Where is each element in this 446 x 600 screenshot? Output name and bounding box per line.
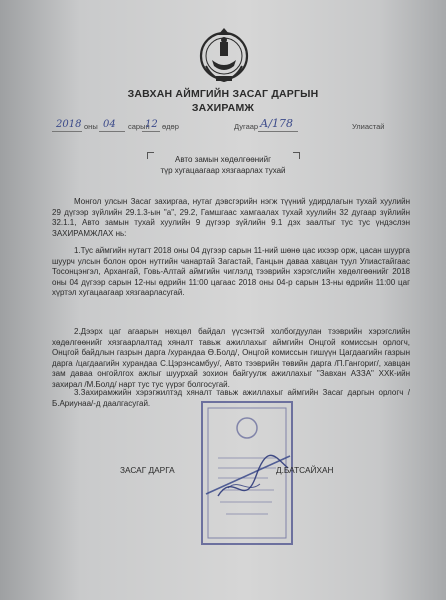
month-label: сарын (128, 122, 150, 131)
day-underline (142, 131, 160, 132)
day-value: 12 (145, 119, 158, 130)
item-1-paragraph (52, 246, 410, 299)
year-label: оны (84, 122, 98, 131)
day-label: өдөр (162, 122, 179, 131)
month-underline (99, 131, 125, 132)
signatory-title: ЗАСАГ ДАРГА (120, 465, 175, 475)
intro-text: Монгол улсын Засаг захиргаа, нутаг дэвсгэрийн нэгж түүний удирдлагын тухай хуулийн 29 дүгээр зүйлийн 29.1.3-ын "а", 29.2, Гамшгаас хамгаалах тухай хуулийн 32 дугаар зүйлийн 32.1.1, Авто замын тухай хуулийн 9 дүгээр зүйлийн 9.1 дэх заалтыг тус тус үндэслэн ЗАХИРАМЖЛАХ нь: (52, 197, 410, 238)
number-value: А/178 (260, 117, 294, 130)
item-1-text: 1.Тус аймгийн нутагт 2018 оны 04 дүгээр сарын 11-ний шөнө цас ихээр орж, цасан шуурга шуурч улсын болон орон нутгийн чанартай Загастай, Ганцын даваа хавцан туул Улиастайгаас Тосонцэнгэл, Архангай, Говь-Алтай аймгийн чиглэлд тээврийн хэрэгслийн хөдөлгөөнийг 2018 оны 04 дүгээр сарын 12-ны өдрийн 11:00 цагаас 2018 оны 04-р сарын 13-ны өдрийн 11:00 цаг хүртэл хугацаагаар хязгаарласугай. (52, 246, 410, 298)
item-2-paragraph (52, 327, 410, 391)
item-2-text: 2.Дээрх цаг агаарын нөхцөл байдал үүсэнтэй холбогдуулан тээврийн хэрэгслийн хөдөлгөөнийг хязгаарлалтад хяналт тавьж ажиллахыг аймгийн Онцгой комиссын орлогч, Онцгой байдлын газрын дарга /хурандаа Ө.Болд/, Онцгой комиссын гишүүн Цагдаагийн газрын дарга /цагдаагийн хурандаа С.Цэрэнсамбуу/, Авто тээврийн төвийн дарга /П.Гангориг/, хавцан зам даваа онгойлгох ажлыг шуурхай зохион байгуулж ажиллахыг "Завхан АЗЗА" ХХК-ийн захирал /М.Болд/ нарт тус тус үүрэг болгосугай. (52, 327, 410, 389)
number-underline (258, 131, 298, 132)
intro-paragraph (52, 197, 410, 239)
title-line-1: Авто замын хөдөлгөөнийг (175, 155, 271, 164)
place-label: Улиастай (352, 122, 385, 131)
signatory-name: Д.БАТСАЙХАН (276, 465, 334, 475)
item-3-text: 3.Захирамжийн хэрэгжилтэд хяналт тавьж ажиллахыг аймгийн Засаг даргын орлогч /Б.Ариунаа/-д даалгасугай. (52, 388, 410, 408)
state-emblem-icon (198, 26, 250, 86)
number-label: Дугаар (234, 122, 259, 131)
month-value: 04 (103, 119, 116, 130)
document-type: ЗАХИРАМЖ (191, 102, 255, 114)
year-value: 2018 (56, 119, 82, 130)
issuing-authority: ЗАВХАН АЙМГИЙН ЗАСАГ ДАРГЫН (127, 88, 319, 100)
year-underline (52, 131, 82, 132)
title-line-2: түр хугацаагаар хязгаарлах тухай (160, 166, 286, 175)
